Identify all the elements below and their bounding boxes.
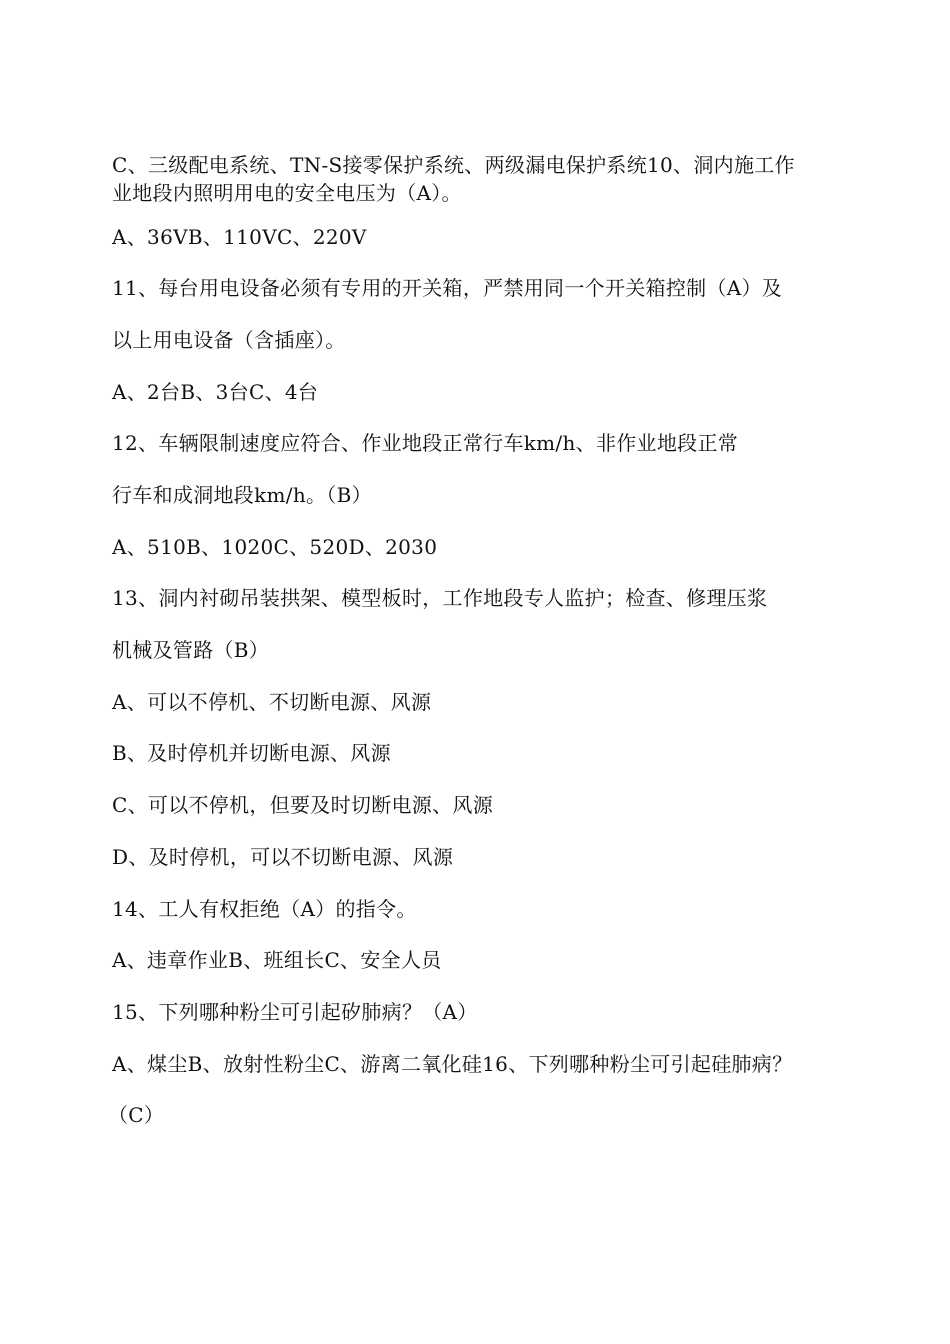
text-line-q13: 13、洞内衬砌吊装拱架、模型板时，工作地段专人监护；检查、修理压浆 [112, 586, 768, 610]
text-line-q11: 11、每台用电设备必须有专用的开关箱，严禁用同一个开关箱控制（A）及 [112, 276, 783, 300]
text-line-q14-options: A、违章作业B、班组长C、安全人员 [112, 948, 442, 972]
text-line-q13-option-c: C、可以不停机，但要及时切断电源、风源 [112, 793, 494, 817]
text-line-q15-options: A、煤尘B、放射性粉尘C、游离二氧化硅16、下列哪种粉尘可引起硅肺病？ [112, 1052, 793, 1076]
text-line-q15: 15、下列哪种粉尘可引起矽肺病？（A） [112, 1000, 478, 1024]
text-line-q12: 12、车辆限制速度应符合、作业地段正常行车km/h、非作业地段正常 [112, 431, 739, 455]
text-line-q10-cont: 业地段内照明用电的安全电压为（A）。 [112, 181, 462, 205]
text-line-q14: 14、工人有权拒绝（A）的指令。 [112, 897, 417, 921]
text-line-q13-cont: 机械及管路（B） [112, 638, 270, 662]
text-line-option-c-q9: C、三级配电系统、TN-S接零保护系统、两级漏电保护系统10、洞内施工作 [112, 153, 795, 177]
text-line-q13-option-d: D、及时停机，可以不切断电源、风源 [112, 845, 454, 869]
text-line-q13-option-b: B、及时停机并切断电源、风源 [112, 741, 391, 765]
text-line-q16-answer: （C） [108, 1103, 165, 1127]
text-line-q11-options: A、2台B、3台C、4台 [112, 380, 319, 404]
text-line-q12-cont: 行车和成洞地段km/h。（B） [112, 483, 372, 507]
text-line-q10-options: A、36VB、110VC、220V [112, 225, 367, 249]
text-line-q11-cont: 以上用电设备（含插座）。 [112, 328, 346, 352]
text-line-q13-option-a: A、可以不停机、不切断电源、风源 [112, 690, 432, 714]
text-line-q12-options: A、510B、1020C、520D、2030 [112, 535, 438, 559]
